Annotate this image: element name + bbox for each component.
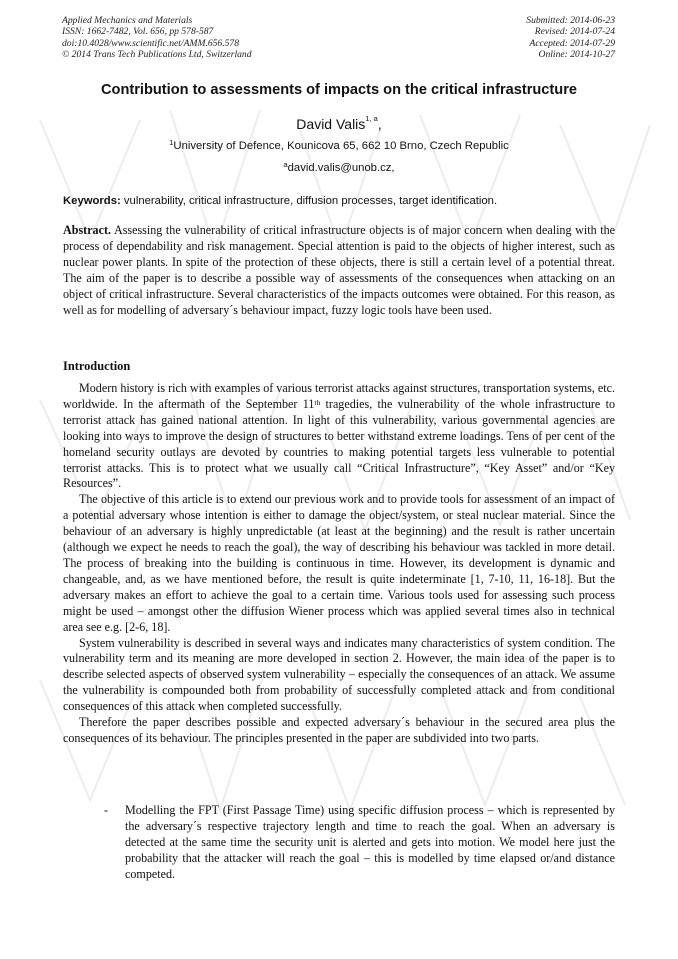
paper-title: Contribution to assessments of impacts on the critical infrastructure	[100, 82, 577, 98]
affiliation-sup: 1	[169, 138, 174, 147]
intro-p1-sup: th	[314, 397, 321, 407]
list-item-text: Modelling the FPT (First Passage Time) using specific diffusion process – which is represented by the adversary´s respective trajectory length and time to reach the goal. When an adversary is detected at the same time the security unit is alerted and gets into motion. We model here just the probability that the attacker will reach the goal – this is modelled by time elapsed or/and distance competed.	[125, 803, 615, 881]
date-online: Online: 2014-10-27	[538, 48, 615, 60]
author-sup: 1, a	[365, 114, 378, 123]
date-submitted: Submitted: 2014-06-23	[526, 15, 615, 26]
affiliation-text: University of Defence, Kounicova 65, 662 10 Brno, Czech Republic	[173, 140, 509, 152]
author-trailing: ,	[377, 116, 382, 132]
intro-paragraph-2: The objective of this article is to extend our previous work and to provide tools for assessment of an impact of a potential adversary whose intention is either to damage the object/system, or steal nuclear material. Since the behaviour of an adversary is highly unpredictable (at least at the beginning) and the result is rather uncertain (although we expect he needs to reach the goal), the way of describing his behaviour was tackled in more detail. The process of breaking into the building is continuous in time. However, its development is dynamic and changeable, and, as we have mentioned before, the result is quite indeterminate [1, 7-10, 11, 16-18]. But the adversary makes an effort to achieve the goal to a certain time. Various tools used for assessing such process might be used – amongst other the diffusion Wiener process which was applied several times also in technical area see e.g. [2-6, 18].	[63, 492, 615, 634]
publication-dates	[526, 15, 615, 60]
keywords-text: vulnerability, critical infrastructure, diffusion processes, target identification.	[120, 195, 498, 207]
journal-info	[62, 15, 252, 60]
email-sup: a	[283, 160, 288, 169]
author-line	[0, 116, 678, 132]
keywords	[63, 195, 623, 207]
intro-p1-part-a: Modern history is rich with examples of various terrorist attacks against structures, transportation systems, etc. worldwide. In the aftermath of the September 11	[63, 381, 615, 411]
email-text: david.valis@unob.cz,	[287, 162, 395, 174]
list-item	[104, 803, 615, 883]
introduction-body	[63, 381, 615, 747]
author-email	[0, 162, 678, 174]
journal-copyright: © 2014 Trans Tech Publications Ltd, Switzerland	[62, 48, 252, 60]
author-name: David Valis	[296, 116, 366, 132]
intro-p1-part-b: tragedies, the vulnerability of the whole infrastructure to terrorist attack has gained national attention. In light of this vulnerability, various governmental agencies are looking into ways to improve the design of structures to better withstand extreme loadings. Tens of per cent of the homeland security outlays are devoted by countries to making potential targets less vulnerable to potential terrorist attacks. This is to protect what we usually call “Critical Infrastructure”, “Key Asset” and/or “Key Resources”.	[63, 396, 615, 491]
abstract-label: Abstract.	[63, 223, 112, 237]
date-revised: Revised: 2014-07-24	[534, 26, 615, 38]
affiliation	[0, 140, 678, 152]
abstract-text: Assessing the vulnerability of critical infrastructure objects is of major concern when dealing with the process of dependability and risk management. Special attention is paid to the objects of higher interest, such as nuclear power plants. In spite of the protection of these objects, there is still a certain level of a potential threat. The aim of the paper is to describe a possible way of assessments of the consequences when attacking on an object of critical infrastructure. Several characteristics of the impacts outcomes were obtained. For this reason, as well as for modelling of adversary´s behaviour impact, fuzzy logic tools have been used.	[63, 223, 615, 317]
section-heading-introduction: Introduction	[63, 359, 131, 373]
list-dash: -	[104, 803, 109, 817]
keywords-label: Keywords:	[63, 195, 121, 207]
intro-paragraph-4: Therefore the paper describes possible and expected adversary´s behaviour in the secured area plus the consequences of its behaviour. The principles presented in the paper are subdivided into two parts.	[63, 715, 615, 745]
intro-paragraph-1	[63, 381, 615, 492]
journal-doi: doi:10.4028/www.scientific.net/AMM.656.578	[62, 37, 240, 49]
date-accepted: Accepted: 2014-07-29	[529, 37, 615, 49]
journal-issn: ISSN: 1662-7482, Vol. 656, pp 578-587	[62, 26, 214, 38]
abstract	[63, 223, 615, 318]
journal-name: Applied Mechanics and Materials	[62, 15, 193, 26]
intro-paragraph-3: System vulnerability is described in several ways and indicates many characteristics of system condition. The vulnerability term and its meaning are more developed in section 2. However, the main idea of the paper is to describe selected aspects of observed system vulnerability – especially the consequences of an attack. We assume the vulnerability is compounded both from probability of successfully completed attack and from conditional consequences of this attack when completed successfully.	[63, 635, 615, 714]
